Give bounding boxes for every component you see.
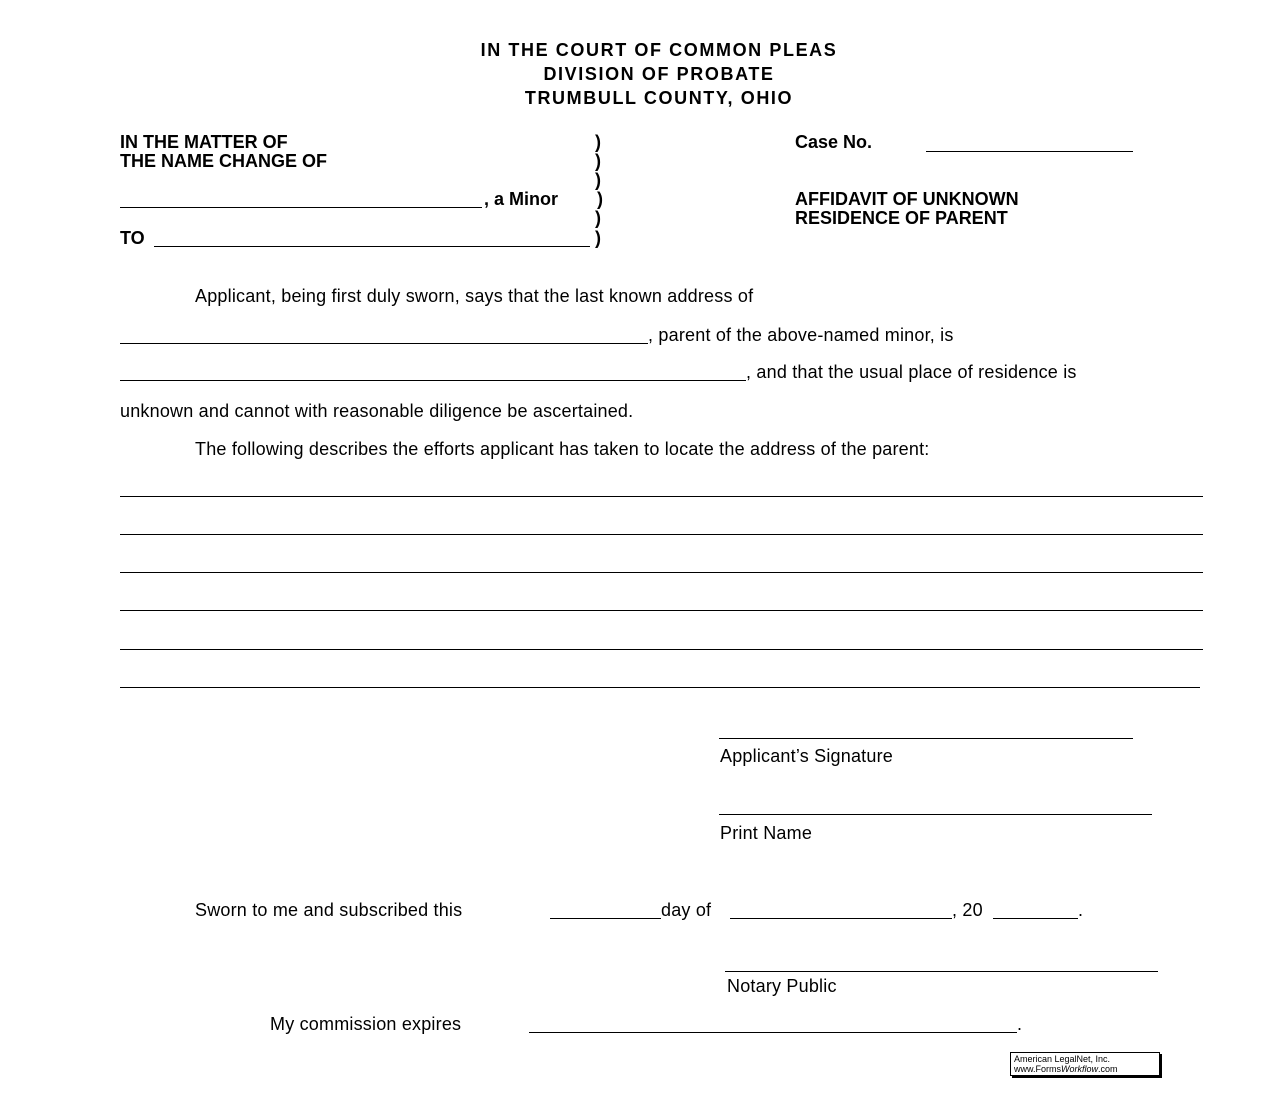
new-name-field[interactable] (154, 246, 590, 247)
document-title-line2: RESIDENCE OF PARENT (795, 208, 1008, 228)
applicant-signature-field[interactable] (719, 738, 1133, 739)
caption-paren: ) (595, 208, 601, 228)
print-name-label: Print Name (720, 823, 813, 843)
caption-paren: ) (595, 151, 601, 171)
sworn-day-field[interactable] (550, 918, 661, 919)
day-of-label: day of (661, 900, 712, 920)
last-address-field[interactable] (120, 380, 746, 381)
commission-expiry-field[interactable] (529, 1032, 1017, 1033)
case-number-field[interactable] (926, 151, 1133, 152)
sworn-period: . (1078, 900, 1084, 920)
efforts-line[interactable] (120, 572, 1203, 573)
parent-name-suffix: , parent of the above-named minor, is (648, 325, 954, 345)
publisher-stamp (1010, 1052, 1160, 1076)
efforts-intro: The following describes the efforts applicant has taken to locate the address of the parent: (195, 439, 930, 459)
name-change-label: THE NAME CHANGE OF (120, 151, 327, 171)
to-label: TO (120, 228, 145, 248)
caption-paren: ) (595, 132, 601, 152)
notary-signature-field[interactable] (725, 971, 1158, 972)
minor-name-field[interactable] (120, 207, 482, 208)
case-number-label: Case No. (795, 132, 873, 152)
court-county: TRUMBULL COUNTY, OHIO (524, 88, 794, 108)
commission-period: . (1017, 1014, 1023, 1034)
document-title-line1: AFFIDAVIT OF UNKNOWN (795, 189, 1019, 209)
caption-paren: ) (597, 189, 603, 209)
parent-name-field[interactable] (120, 343, 648, 344)
efforts-line[interactable] (120, 649, 1203, 650)
address-suffix: , and that the usual place of residence is (746, 362, 1077, 382)
sworn-year-field[interactable] (993, 918, 1078, 919)
year-prefix: , 20 (952, 900, 983, 920)
print-name-field[interactable] (719, 814, 1152, 815)
efforts-line[interactable] (120, 687, 1200, 688)
sworn-prefix: Sworn to me and subscribed this (195, 900, 463, 920)
caption-paren: ) (595, 170, 601, 190)
court-division: DIVISION OF PROBATE (543, 64, 775, 84)
efforts-line[interactable] (120, 496, 1203, 497)
court-name: IN THE COURT OF COMMON PLEAS (480, 40, 838, 60)
notary-label: Notary Public (727, 976, 837, 996)
sworn-month-field[interactable] (730, 918, 952, 919)
matter-label: IN THE MATTER OF (120, 132, 288, 152)
efforts-line[interactable] (120, 610, 1203, 611)
applicant-signature-label: Applicant’s Signature (720, 746, 893, 766)
unknown-statement: unknown and cannot with reasonable diligence be ascertained. (120, 401, 634, 421)
efforts-line[interactable] (120, 534, 1203, 535)
minor-suffix: , a Minor (484, 189, 559, 209)
affidavit-intro: Applicant, being first duly sworn, says that the last known address of (195, 286, 754, 306)
publisher-url: www.FormsWorkflow.com (1014, 1064, 1118, 1074)
caption-paren: ) (595, 228, 601, 248)
commission-label: My commission expires (270, 1014, 462, 1034)
publisher-name: American LegalNet, Inc. (1014, 1054, 1111, 1064)
